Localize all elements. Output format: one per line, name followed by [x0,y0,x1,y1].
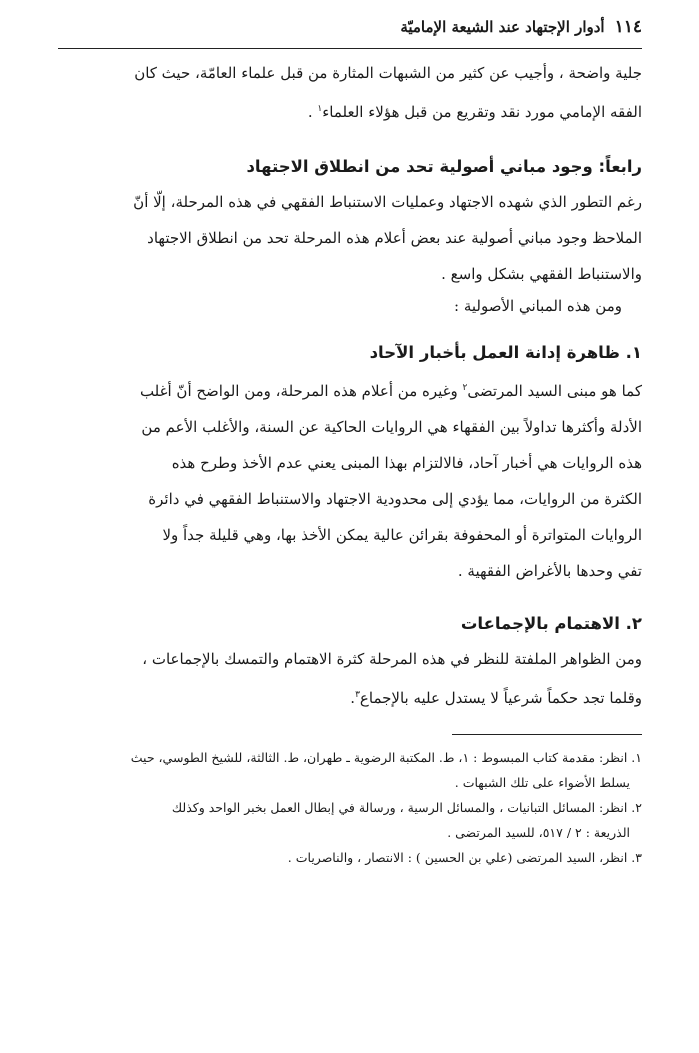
footnote [58,795,642,845]
footnote-line: ١. انظر: مقدمة كتاب المبسوط : ١، ط. المكتبة الرضوية ـ طهران، ط. الثالثة، للشيخ الطوسي، حيث [130,750,642,765]
running-header [58,12,642,49]
section-heading: رابعاً: وجود مباني أصولية تحد من انطلاق الاجتهاد [246,157,642,176]
footnote-ref: ١ [317,104,323,114]
text-line: رغم التطور الذي شهده الاجتهاد وعمليات الاستنباط الفقهي في هذه المرحلة، إلّا أنّ [133,193,642,211]
section-paragraph [58,184,642,320]
page-number: ١١٤ [614,17,642,37]
item-heading: ١. ظاهرة إدانة العمل بأخبار الآحاد [369,343,642,362]
running-title: أدوار الإجتهاد عند الشيعة الإماميّة [400,18,605,36]
text-line: كما هو مبنى السيد المرتضى$^٢$ وغيره من أعلام هذه المرحلة، ومن الواضح أنّ أغلب [139,382,642,400]
item-paragraph [58,641,642,716]
footnote-separator [452,734,642,735]
text-line: الروايات المتواترة أو المحفوفة بقرائن عالية يمكن الأخذ بها، وهي قليلة جداً ولا [162,526,642,544]
item-heading: ٢. الاهتمام بالإجماعات [460,614,642,633]
text-line: الفقه الإمامي مورد نقد وتقريع من قبل هؤلاء العلماء$^١$ . [307,103,642,121]
text-line: الأدلة وأكثرها تداولاً بين الفقهاء هي الروايات الحاكية عن السنة، والأغلب الأعم من [141,418,642,436]
text-line: جلية واضحة ، وأجيب عن كثير من الشبهات المثارة من قبل علماء العامّة، حيث كان [134,64,642,82]
footnote-ref: ٣ [355,690,360,700]
book-page [58,12,642,870]
text-line: هذه الروايات هي أخبار آحاد، فالالتزام بهذا المبنى يعني عدم الأخذ وطرح هذه [171,454,642,472]
footnote-line: ٢. انظر: المسائل التبانيات ، والمسائل الرسية ، ورسالة في إبطال العمل بخبر الواحد وكذلك [171,800,642,815]
footnote-line: الذريعة : ٢ / ٥١٧، للسيد المرتضى . [447,825,630,840]
item-paragraph [58,370,642,589]
footnote-ref: ٢ [462,383,468,393]
footnotes [58,745,642,870]
text-line: الملاحظ وجود مباني أصولية عند بعض أعلام هذه المرحلة تحد من انطلاق الاجتهاد [147,229,642,247]
text-line: والاستنباط الفقهي بشكل واسع . [441,265,642,283]
text-line: ومن هذه المباني الأصولية : [454,297,622,315]
footnote-line: ٣. انظر، السيد المرتضى (علي بن الحسين ) : الانتصار ، والناصريات . [287,850,642,865]
text-line: تفي وحدها بالأغراض الفقهية . [457,562,642,580]
intro-paragraph [58,55,642,130]
footnote [58,845,642,870]
text-line: الكثرة من الروايات، مما يؤدي إلى محدودية الاجتهاد والاستنباط الفقهي في دائرة [148,490,642,508]
footnote-line: يسلط الأضواء على تلك الشبهات . [454,775,630,790]
text-line: ومن الظواهر الملفتة للنظر في هذه المرحلة كثرة الاهتمام والتمسك بالإجماعات ، [142,650,642,668]
footnote [58,745,642,795]
text-line: وقلما تجد حكماً شرعياً لا يستدل عليه بالإجماع$^٣$. [350,689,642,707]
